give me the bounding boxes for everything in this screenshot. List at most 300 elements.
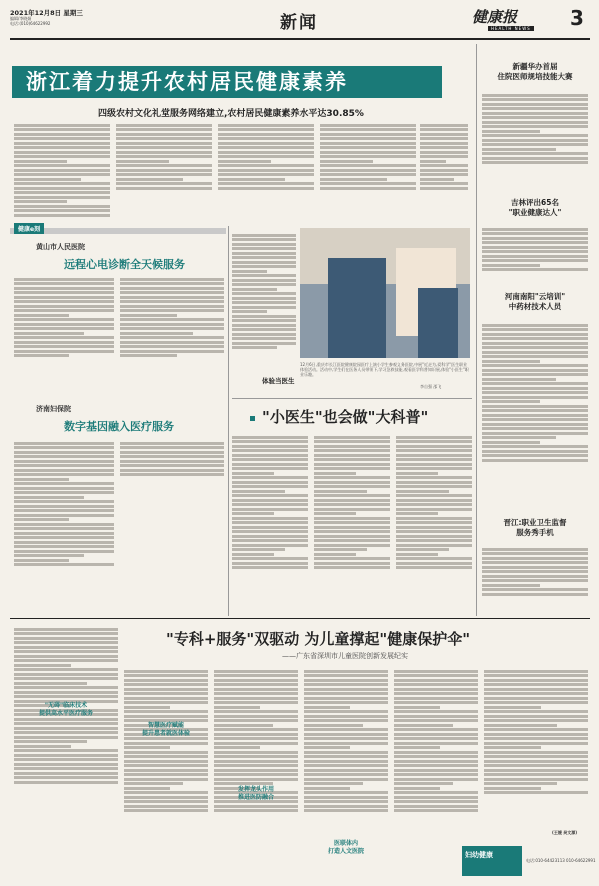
text-line <box>482 450 588 453</box>
text-line <box>214 728 298 731</box>
text-line <box>120 282 224 285</box>
text-line <box>482 369 588 372</box>
story2-headline: 数字基因融入医疗服务 <box>64 420 174 433</box>
text-line <box>14 354 69 357</box>
text-line <box>394 697 478 700</box>
text-line <box>14 182 110 185</box>
text-line <box>420 151 468 154</box>
text-line <box>14 632 118 635</box>
text-line <box>482 364 588 367</box>
text-line <box>396 490 449 493</box>
text-line <box>394 764 478 767</box>
text-line <box>304 782 363 785</box>
text-line <box>14 487 114 490</box>
text-line <box>320 164 416 167</box>
text-line <box>116 178 183 181</box>
text-line <box>484 697 588 700</box>
lead-headline-box <box>12 66 442 98</box>
text-line <box>482 454 588 457</box>
text-line <box>116 124 212 127</box>
text-line <box>314 535 390 538</box>
text-line <box>484 710 588 713</box>
editor-info <box>10 16 50 26</box>
text-line <box>314 481 390 484</box>
text-line <box>314 476 390 479</box>
text-line <box>124 791 208 794</box>
text-line <box>232 485 308 488</box>
feature-headline: "小医生"也会做"大科普" <box>262 408 429 426</box>
text-line <box>232 553 274 556</box>
text-line <box>232 238 296 241</box>
text-line <box>394 760 478 763</box>
text-line <box>14 160 67 163</box>
text-line <box>232 512 274 515</box>
photo-side-text <box>232 232 296 392</box>
text-line <box>14 563 114 566</box>
text-line <box>396 548 449 551</box>
text-line <box>304 773 388 776</box>
text-line <box>214 710 298 713</box>
text-line <box>232 288 277 291</box>
text-line <box>116 173 212 176</box>
text-line <box>232 526 308 529</box>
text-line <box>14 155 110 158</box>
text-line <box>14 668 118 671</box>
text-line <box>218 151 314 154</box>
text-line <box>116 128 212 131</box>
text-line <box>14 682 87 685</box>
text-line <box>396 449 472 452</box>
text-line <box>484 787 541 790</box>
text-line <box>304 746 350 749</box>
text-line <box>394 733 478 736</box>
text-line <box>14 646 118 649</box>
text-line <box>14 496 84 499</box>
text-line <box>14 296 114 299</box>
text-line <box>304 697 388 700</box>
text-line <box>304 769 388 772</box>
text-line <box>14 191 110 194</box>
text-line <box>120 291 224 294</box>
text-line <box>232 342 296 345</box>
lower-body-col4 <box>304 668 388 864</box>
text-line <box>394 742 478 745</box>
text-line <box>120 305 224 308</box>
text-line <box>396 463 472 466</box>
text-line <box>14 514 114 517</box>
text-line <box>320 187 416 190</box>
text-line <box>120 318 224 321</box>
text-line <box>314 517 390 520</box>
text-line <box>14 133 110 136</box>
text-line <box>484 751 588 754</box>
text-line <box>396 517 472 520</box>
text-line <box>396 539 472 542</box>
text-line <box>394 688 478 691</box>
text-line <box>14 196 110 199</box>
text-line <box>218 164 314 167</box>
text-line <box>482 593 588 596</box>
text-line <box>484 728 588 731</box>
text-line <box>14 754 118 757</box>
text-line <box>304 787 350 790</box>
text-line <box>484 782 557 785</box>
text-line <box>124 755 208 758</box>
text-line <box>14 505 114 508</box>
text-line <box>304 742 388 745</box>
text-line <box>124 751 208 754</box>
text-line <box>304 805 388 808</box>
text-line <box>396 530 472 533</box>
text-line <box>314 539 390 542</box>
text-line <box>14 142 110 145</box>
text-line <box>484 701 588 704</box>
text-line <box>482 134 588 137</box>
text-line <box>120 323 224 326</box>
text-line <box>214 670 298 673</box>
text-line <box>14 509 114 512</box>
text-line <box>484 769 588 772</box>
text-line <box>218 178 285 181</box>
text-line <box>482 268 588 271</box>
text-line <box>396 566 472 569</box>
text-line <box>232 454 308 457</box>
text-line <box>120 442 224 445</box>
text-line <box>304 791 388 794</box>
text-line <box>304 778 388 781</box>
text-line <box>218 133 314 136</box>
text-line <box>482 228 588 231</box>
text-line <box>120 341 224 344</box>
text-line <box>482 237 588 240</box>
text-line <box>314 445 390 448</box>
text-line <box>120 455 224 458</box>
photo-credit: 李自强 邵飞 <box>420 384 442 389</box>
text-line <box>124 746 170 749</box>
sidebar-headline-2: 吉林评出65名 "职业健康达人" <box>508 198 562 217</box>
text-line <box>314 512 356 515</box>
text-line <box>214 715 298 718</box>
header-rule <box>10 38 590 40</box>
text-line <box>120 473 224 476</box>
footer-phone: 电话:010-64423113 010-64622991 <box>526 858 596 863</box>
lower-byline: (王媛 吴文源) <box>552 830 578 835</box>
text-line <box>420 182 468 185</box>
text-line <box>482 575 588 578</box>
text-line <box>232 346 277 349</box>
text-line <box>14 124 110 127</box>
text-line <box>120 464 224 467</box>
text-line <box>482 161 588 164</box>
text-line <box>14 545 114 548</box>
text-line <box>314 521 390 524</box>
text-line <box>482 241 588 244</box>
text-line <box>304 674 388 677</box>
text-line <box>14 137 110 140</box>
text-line <box>14 164 110 167</box>
text-line <box>232 535 308 538</box>
text-line <box>482 405 588 408</box>
text-line <box>14 527 114 530</box>
text-line <box>314 463 390 466</box>
text-line <box>124 679 208 682</box>
text-line <box>14 500 114 503</box>
text-line <box>232 539 308 542</box>
text-line <box>304 706 350 709</box>
text-line <box>14 655 118 658</box>
text-line <box>394 800 478 803</box>
text-line <box>232 521 308 524</box>
text-line <box>14 554 84 557</box>
text-line <box>304 719 388 722</box>
text-line <box>14 309 114 312</box>
text-line <box>218 169 314 172</box>
text-line <box>484 746 541 749</box>
text-line <box>314 467 390 470</box>
text-line <box>14 686 118 689</box>
text-line <box>482 378 556 381</box>
text-line <box>482 121 588 124</box>
text-line <box>232 481 308 484</box>
text-line <box>304 724 363 727</box>
text-line <box>116 169 212 172</box>
text-line <box>120 332 193 335</box>
text-line <box>218 137 314 140</box>
text-line <box>304 796 388 799</box>
text-line <box>420 142 468 145</box>
text-line <box>218 160 271 163</box>
text-line <box>124 782 183 785</box>
text-line <box>116 142 212 145</box>
text-line <box>14 559 69 562</box>
text-line <box>482 130 540 133</box>
text-line <box>218 182 314 185</box>
text-line <box>14 214 110 217</box>
masthead-logo: 健康报 <box>472 8 518 26</box>
text-line <box>14 205 110 208</box>
text-line <box>14 464 114 467</box>
text-line <box>116 137 212 140</box>
photo-label: 体验当医生 <box>262 377 295 385</box>
text-line <box>320 169 416 172</box>
text-line <box>214 751 298 754</box>
text-line <box>124 773 208 776</box>
text-line <box>396 512 438 515</box>
text-line <box>420 173 468 176</box>
text-line <box>482 427 588 430</box>
text-line <box>14 650 118 653</box>
text-line <box>214 692 298 695</box>
text-line <box>484 724 557 727</box>
text-line <box>14 323 114 326</box>
feature-body-col2 <box>314 434 390 614</box>
text-line <box>396 562 472 565</box>
text-line <box>214 773 298 776</box>
text-line <box>394 679 478 682</box>
text-line <box>394 773 478 776</box>
text-line <box>482 328 588 331</box>
story1-body-col1 <box>14 276 114 388</box>
text-line <box>214 697 298 700</box>
text-line <box>14 763 118 766</box>
text-line <box>14 518 69 521</box>
text-line <box>232 301 296 304</box>
text-line <box>14 641 118 644</box>
text-line <box>232 337 296 340</box>
text-line <box>232 324 296 327</box>
text-line <box>232 261 296 264</box>
text-line <box>232 283 296 286</box>
feature-photo <box>300 228 470 358</box>
text-line <box>14 628 118 631</box>
text-line <box>214 755 298 758</box>
text-line <box>14 451 114 454</box>
text-line <box>14 178 81 181</box>
text-line <box>14 332 84 335</box>
sidebar-headline-1: 新疆华办首届 住院医师规培技能大赛 <box>497 62 573 81</box>
sidebar-headline-3: 河南南阳"云培训" 中药材技术人员 <box>504 292 566 311</box>
text-line <box>314 458 390 461</box>
text-line <box>482 409 588 412</box>
text-line <box>232 472 274 475</box>
text-line <box>124 670 208 673</box>
text-line <box>120 314 177 317</box>
text-line <box>14 695 118 698</box>
text-line <box>116 133 212 136</box>
text-line <box>304 809 388 812</box>
text-line <box>232 292 296 295</box>
sidebar-body-3 <box>482 322 588 512</box>
text-line <box>482 342 588 345</box>
column-divider <box>228 226 229 616</box>
text-line <box>124 769 208 772</box>
lower-subhead-4: 医联体内 打造人文医院 <box>327 840 364 855</box>
text-line <box>214 733 298 736</box>
text-line <box>124 715 208 718</box>
text-line <box>394 715 478 718</box>
lead-headline: 浙江着力提升农村居民健康素养 <box>26 69 348 94</box>
text-line <box>124 701 208 704</box>
text-line <box>14 169 110 172</box>
feature-top-rule <box>232 398 472 399</box>
text-line <box>396 458 472 461</box>
lower-body-col2 <box>124 668 208 864</box>
text-line <box>320 178 387 181</box>
text-line <box>14 776 118 779</box>
text-line <box>484 773 588 776</box>
text-line <box>120 336 224 339</box>
text-line <box>14 350 114 353</box>
text-line <box>124 674 208 677</box>
text-line <box>394 701 478 704</box>
text-line <box>484 742 588 745</box>
text-line <box>396 440 472 443</box>
text-line <box>482 255 588 258</box>
text-line <box>14 482 114 485</box>
phone-line: 电话:(010)64622992 <box>10 21 51 26</box>
page-header <box>10 6 590 38</box>
text-line <box>218 173 314 176</box>
text-line <box>14 187 110 190</box>
text-line <box>14 305 114 308</box>
text-line <box>314 548 367 551</box>
editor-line: 编辑/李晓娟 <box>10 16 32 21</box>
text-line <box>120 350 224 353</box>
text-line <box>304 728 388 731</box>
text-line <box>214 701 298 704</box>
text-line <box>396 494 472 497</box>
text-line <box>218 146 314 149</box>
text-line <box>314 562 390 565</box>
text-line <box>232 494 308 497</box>
text-line <box>482 152 588 155</box>
text-line <box>314 526 390 529</box>
text-line <box>124 809 208 812</box>
text-line <box>484 737 588 740</box>
text-line <box>214 683 298 686</box>
issue-date: 2021年12月8日 星期三 <box>10 9 83 17</box>
text-line <box>14 767 118 770</box>
text-line <box>482 246 588 249</box>
text-line <box>320 151 416 154</box>
text-line <box>482 143 588 146</box>
text-line <box>484 715 588 718</box>
text-line <box>484 683 588 686</box>
text-line <box>14 536 114 539</box>
lower-body-col3 <box>214 668 298 864</box>
text-line <box>120 460 224 463</box>
text-line <box>304 710 388 713</box>
text-line <box>232 234 296 237</box>
text-line <box>420 169 468 172</box>
text-line <box>14 473 114 476</box>
sidebar-body-4 <box>482 546 588 612</box>
text-line <box>320 146 416 149</box>
text-line <box>396 521 472 524</box>
text-line <box>314 436 390 439</box>
text-line <box>14 659 118 662</box>
text-line <box>420 155 468 158</box>
text-line <box>304 764 388 767</box>
text-line <box>14 745 71 748</box>
text-line <box>232 508 308 511</box>
text-line <box>482 232 588 235</box>
text-line <box>482 552 588 555</box>
lower-top-rule <box>10 618 590 619</box>
text-line <box>124 692 208 695</box>
text-line <box>214 706 260 709</box>
text-line <box>484 755 588 758</box>
text-line <box>396 544 472 547</box>
text-line <box>14 677 118 680</box>
text-line <box>232 517 308 520</box>
story1-headline: 远程心电诊断全天候服务 <box>64 258 185 271</box>
text-line <box>394 746 440 749</box>
story2-kicker: 济南妇保院 <box>36 405 71 413</box>
text-line <box>120 296 224 299</box>
text-line <box>232 297 296 300</box>
text-line <box>14 446 114 449</box>
story1-body-col2 <box>120 276 224 388</box>
text-line <box>124 800 208 803</box>
text-line <box>232 463 308 466</box>
text-line <box>232 315 296 318</box>
lead-body-col2 <box>116 122 212 214</box>
text-line <box>14 173 110 176</box>
lead-body-col4 <box>320 122 416 214</box>
feature-body-col3 <box>396 434 472 614</box>
text-line <box>124 683 208 686</box>
